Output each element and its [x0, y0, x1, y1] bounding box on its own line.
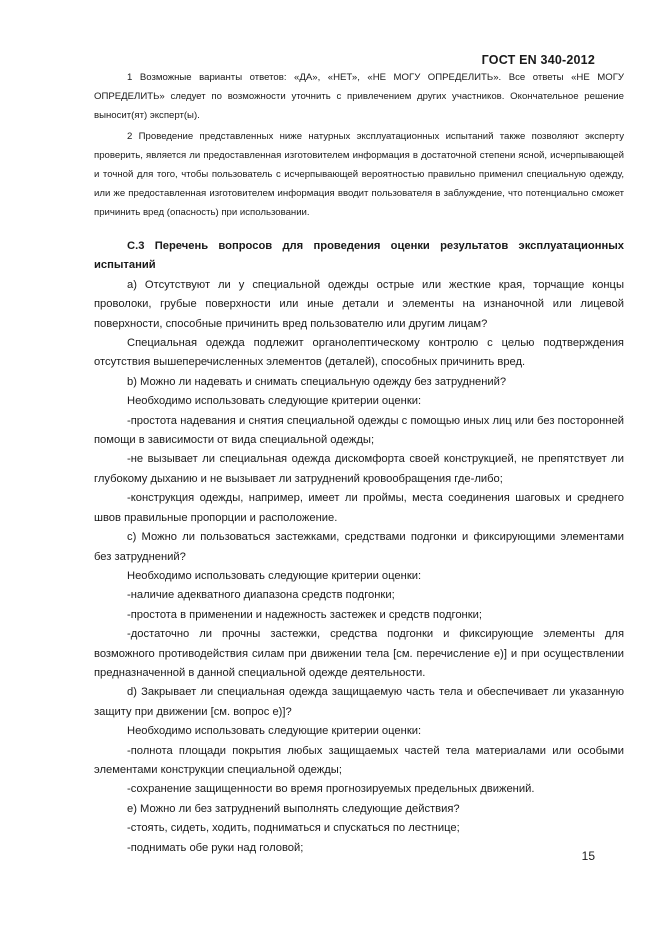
paragraph: е) Можно ли без затруднений выполнять следующие действия? [127, 802, 460, 815]
note-1: 1 Возможные варианты ответов: «ДА», «НЕТ», «НЕ МОГУ ОПРЕДЕЛИТЬ». Все ответы «НЕ МОГУ ОПРЕДЕЛИТЬ» следует по возможности уточнить с привлечением других участников. Окончательное решение выносит(ят) эксперт(ы). [94, 72, 624, 121]
paragraph: -наличие адекватного диапазона средств подгонки; [127, 589, 395, 602]
page-number: 15 [581, 849, 595, 863]
paragraph: -простота в применении и надежность застежек и средств подгонки; [127, 608, 482, 621]
paragraph: Необходимо использовать следующие критерии оценки: [127, 395, 422, 408]
paragraph: -сохранение защищенности во время прогнозируемых предельных движений. [127, 783, 535, 796]
paragraph: -полнота площади покрытия любых защищаемых частей тела материалами или особыми элементами конструкции специальной одежды; [94, 744, 624, 776]
paragraph: -поднимать обе руки над головой; [127, 841, 304, 854]
paragraph: b) Можно ли надевать и снимать специальную одежду без затруднений? [127, 375, 507, 388]
paragraph: Необходимо использовать следующие критерии оценки: [127, 725, 422, 738]
page-content [94, 68, 624, 858]
paragraph: -конструкция одежды, например, имеет ли проймы, места соединения шаговых и среднего швов правильные пропорции и расположение. [94, 492, 624, 524]
paragraph: -простота надевания и снятия специальной одежды с помощью иных лиц или без посторонней помощи в зависимости от вида специальной одежды; [94, 414, 624, 447]
section-title: С.3 Перечень вопросов для проведения оценки результатов эксплуатационных испытаний [94, 240, 624, 272]
paragraph: Специальная одежда подлежит органолептическому контролю с целью подтверждения отсутствия вышеперечисленных элементов (деталей), способных причинить вред. [94, 337, 624, 369]
paragraph: с) Можно ли пользоваться застежками, средствами подгонки и фиксирующими элементами без затруднений? [94, 531, 624, 563]
standard-header: ГОСТ EN 340-2012 [481, 53, 595, 67]
paragraph: -стоять, сидеть, ходить, подниматься и спускаться по лестнице; [127, 822, 460, 835]
paragraph: -не вызывает ли специальная одежда дискомфорта своей конструкцией, не препятствует ли глубокому дыханию и не вызывает ли затруднений кровообращения где-либо; [94, 453, 624, 485]
paragraph: Необходимо использовать следующие критерии оценки: [127, 569, 422, 582]
paragraph: -достаточно ли прочны застежки, средства подгонки и фиксирующие элементы для возможного противодействия силам при движении тела [см. перечисление е)] и при осуществлении предназначенной в данной специальной одежде деятельности. [94, 628, 624, 679]
paragraph: d) Закрывает ли специальная одежда защищаемую часть тела и обеспечивает ли указанную защиту при движении [см. вопрос е)]? [94, 686, 624, 718]
paragraph: а) Отсутствуют ли у специальной одежды острые или жесткие края, торчащие концы проволоки, грубые поверхности или иные детали и элементы на изнаночной или лицевой поверхности, способные причинить вред пользователю или другим лицам? [94, 278, 624, 330]
note-2: 2 Проведение представленных ниже натурных эксплуатационных испытаний также позволяют эксперту проверить, является ли предоставленная изготовителем информация в достаточной степени ясной, исчерпывающей и точной для того, чтобы пользователь с исчерпывающей вероятностью правильно применил специальную одежду, или же предоставленная изготовителем информация вводит пользователя в заблуждение, что потенциально сможет причинить вред (опасность) при использовании. [94, 131, 624, 218]
